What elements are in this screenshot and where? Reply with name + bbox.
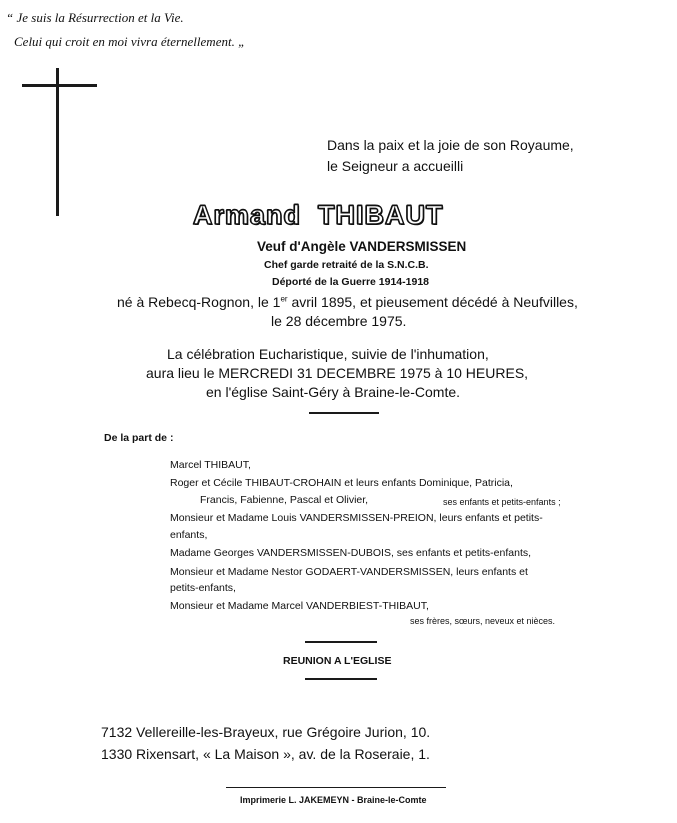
from-label: De la part de : (104, 432, 174, 444)
family-line: ses enfants et petits-enfants ; (443, 497, 561, 507)
family-line: petits-enfants, (170, 582, 236, 594)
family-line: Marcel THIBAUT, (170, 459, 251, 471)
reunion-heading: REUNION A L'EGLISE (283, 655, 392, 667)
deceased-first-name: Armand (193, 200, 302, 230)
family-line: Monsieur et Madame Marcel VANDERBIEST-THIBAUT, (170, 600, 429, 612)
address-line: 1330 Rixensart, « La Maison », av. de la Roseraie, 1. (101, 746, 430, 762)
divider (305, 641, 377, 643)
widower-line: Veuf d'Angèle VANDERSMISSEN (257, 239, 467, 254)
ceremony-line-2: aura lieu le MERCREDI 31 DECEMBRE 1975 à 10 HEURES, (146, 365, 529, 381)
intro-line-2: le Seigneur a accueilli (327, 158, 464, 174)
deceased-last-name: THIBAUT (318, 200, 444, 230)
address-line: 7132 Vellereille-les-Brayeux, rue Grégoire Jurion, 10. (101, 724, 431, 740)
role-line-2: Déporté de la Guerre 1914-1918 (272, 276, 429, 288)
epigraph-line-2: Celui qui croit en moi vivra éternellement. „ (14, 34, 246, 49)
family-line: Roger et Cécile THIBAUT-CROHAIN et leurs enfants Dominique, Patricia, (170, 477, 513, 489)
death-text: avril 1895, et pieusement décédé à Neufvilles, (287, 294, 578, 310)
family-line: Francis, Fabienne, Pascal et Olivier, (200, 494, 369, 506)
role-line-1: Chef garde retraité de la S.N.C.B. (264, 259, 429, 271)
deceased-name (193, 200, 444, 231)
family-line: enfants, (170, 529, 208, 541)
family-line: ses frères, sœurs, neveux et nièces. (410, 616, 556, 626)
divider (226, 787, 446, 788)
epigraph-line-1: “ Je suis la Résurrection et la Vie. (6, 10, 184, 25)
ceremony-line-3: en l'église Saint-Géry à Braine-le-Comte. (206, 384, 461, 400)
family-line: Madame Georges VANDERSMISSEN-DUBOIS, ses enfants et petits-enfants, (170, 547, 532, 559)
divider (305, 678, 377, 680)
death-date-line: le 28 décembre 1975. (271, 313, 407, 329)
intro-line-1: Dans la paix et la joie de son Royaume, (327, 137, 574, 153)
ceremony-line-1: La célébration Eucharistique, suivie de l'inhumation, (167, 346, 489, 362)
ordinal-suffix: er (280, 294, 288, 304)
divider (309, 412, 379, 414)
birth-text: né à Rebecq-Rognon, le 1 (117, 294, 281, 310)
family-line: Monsieur et Madame Nestor GODAERT-VANDERSMISSEN, leurs enfants et (170, 566, 528, 578)
family-line: Monsieur et Madame Louis VANDERSMISSEN-PREION, leurs enfants et petits- (170, 512, 543, 524)
printer-credit: Imprimerie L. JAKEMEYN - Braine-le-Comte (240, 795, 427, 805)
birth-death-line (117, 294, 578, 310)
